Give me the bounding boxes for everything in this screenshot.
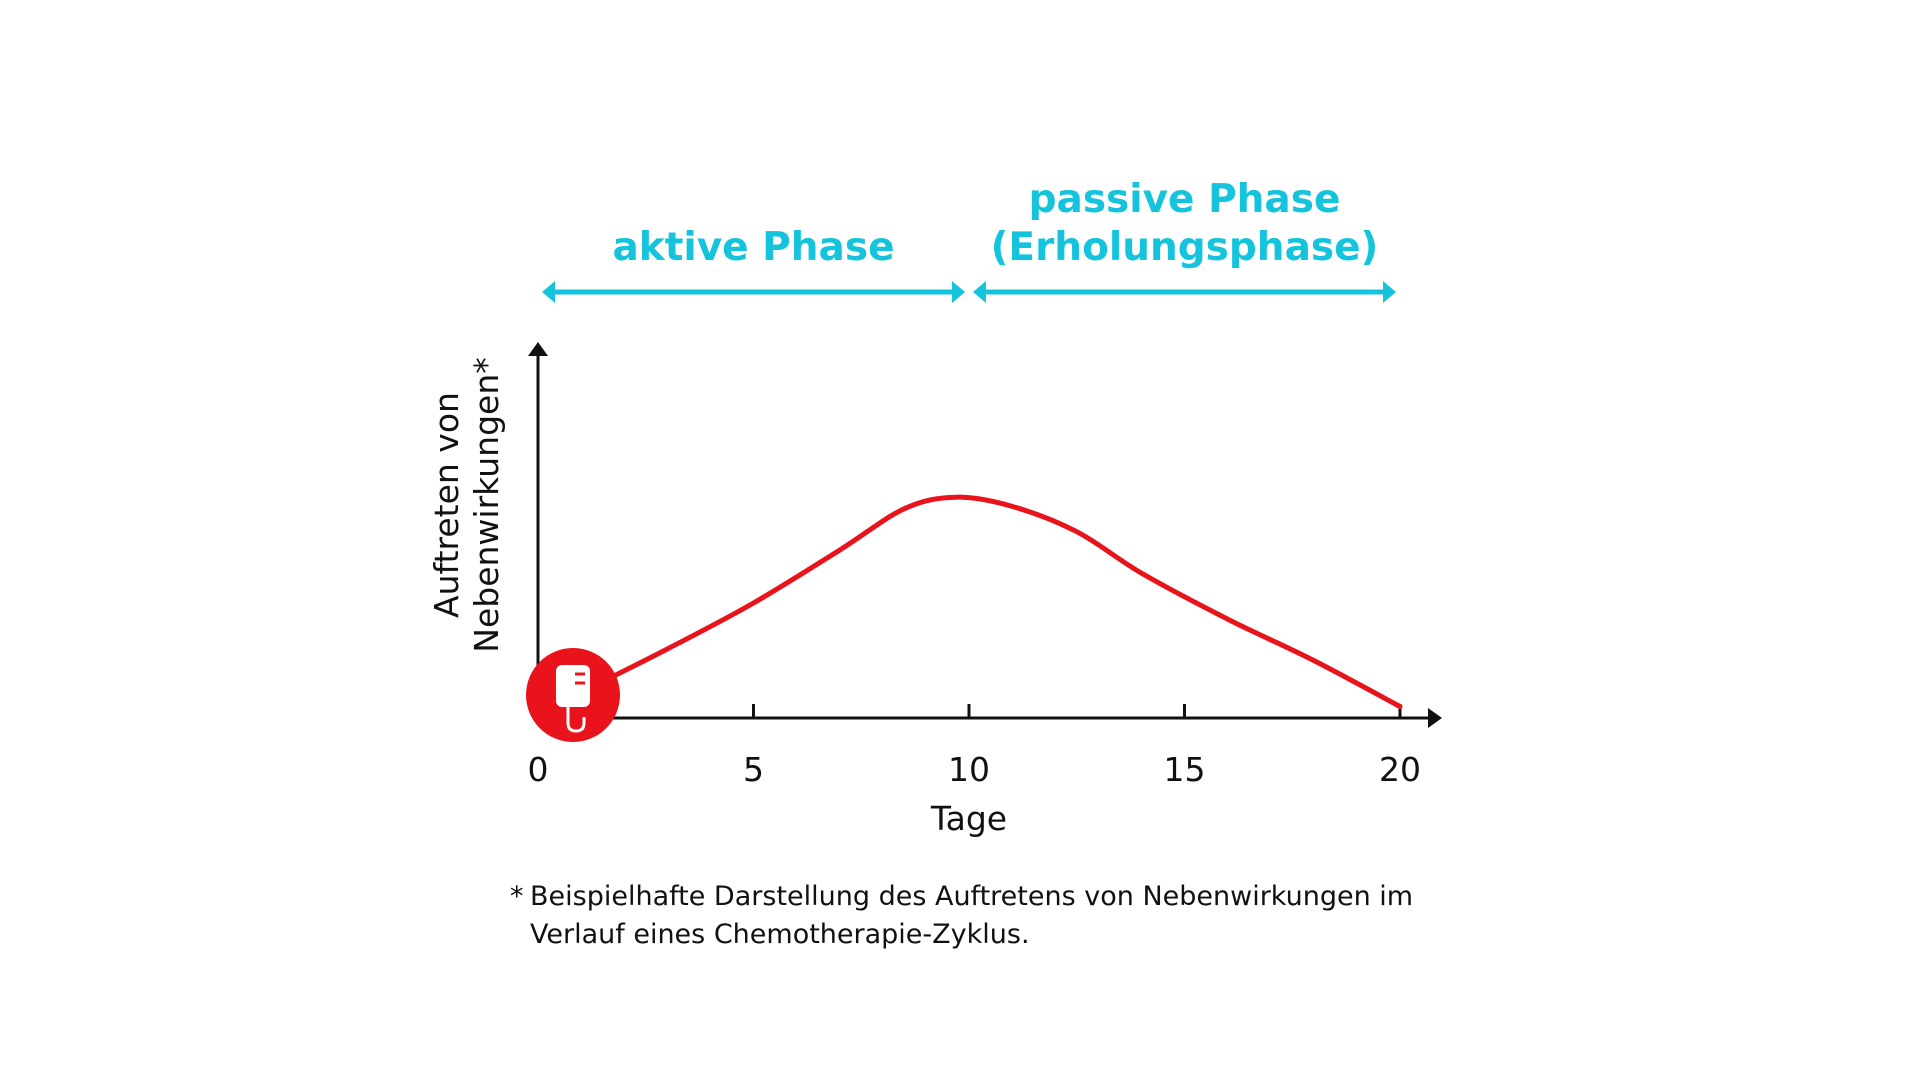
- phase-annotations: [542, 177, 1396, 303]
- y-axis-title-line: Nebenwirkungen*: [467, 357, 506, 653]
- x-axis-arrowhead: [1428, 708, 1442, 728]
- x-tick-label: 0: [527, 750, 549, 789]
- footnote-star: *: [510, 881, 524, 912]
- phase-label: aktive Phase: [612, 225, 895, 270]
- x-axis-title: Tage: [930, 799, 1008, 838]
- footnote-text: Beispielhafte Darstellung des Auftretens von Nebenwirkungen im Verlauf eines Chemotherapie-Zyklus.: [530, 881, 1414, 950]
- iv-infusion-bag-icon: [526, 648, 620, 742]
- x-tick-label: 10: [948, 750, 990, 789]
- phase-arrowhead-left: [973, 281, 986, 303]
- footnote: [510, 878, 1470, 954]
- y-axis-title: [427, 357, 506, 652]
- phase-label: passive Phase: [1028, 177, 1341, 222]
- iv-bag-shape: [556, 665, 590, 707]
- phase-arrowhead-left: [542, 281, 555, 303]
- series-line: [594, 497, 1400, 706]
- x-tick-label: 20: [1379, 750, 1421, 789]
- phase-arrowhead-right: [1383, 281, 1396, 303]
- y-axis-title-line: Auftreten von: [427, 392, 466, 618]
- chart-axes: [528, 342, 1442, 728]
- y-axis-arrowhead: [528, 342, 548, 356]
- x-tick-label: 5: [743, 750, 764, 789]
- data-series: [594, 497, 1400, 706]
- phase-arrowhead-right: [952, 281, 965, 303]
- phase-label: (Erholungsphase): [990, 225, 1379, 270]
- x-tick-label: 15: [1163, 750, 1206, 789]
